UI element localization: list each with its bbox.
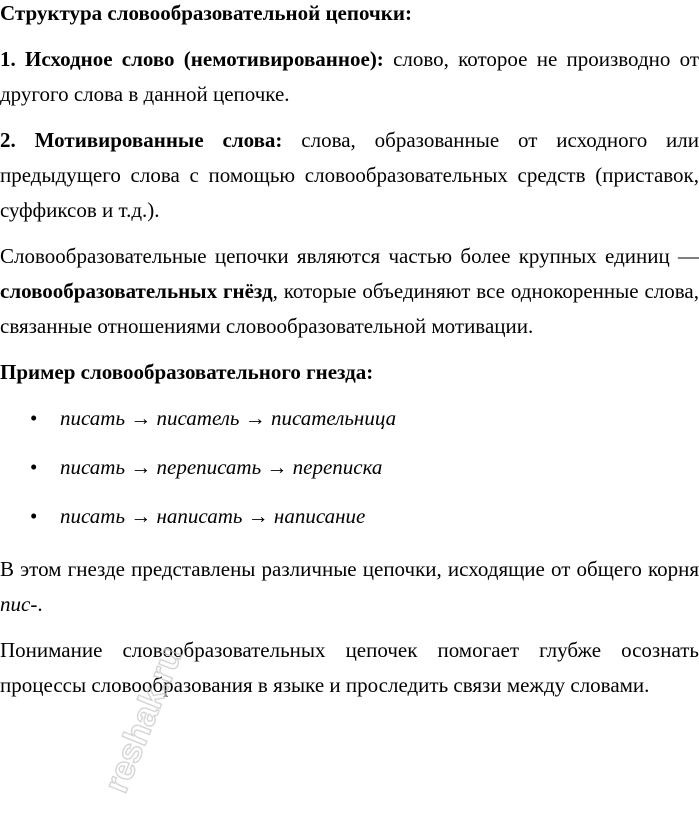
bullet-icon: •: [30, 455, 38, 479]
nest-paragraph: [0, 239, 699, 344]
item-2-number: 2.: [0, 128, 16, 152]
nest-term: словообразовательных гнёзд: [0, 279, 273, 303]
root-text-before: В этом гнезде представлены различные цепочки, исходящие от общего корня: [0, 557, 699, 581]
item-1-definition: слово, которое не производно от другого слова в данной цепочке.: [0, 47, 699, 106]
example-chain-2: писать → переписать → переписка: [60, 455, 383, 479]
structure-item-1: [0, 42, 699, 112]
watermark-text: reshak.ru: [97, 641, 190, 798]
list-item: [0, 499, 699, 548]
item-2-term: Мотивированные слова:: [34, 128, 283, 152]
root-text-after: .: [37, 592, 43, 616]
structure-heading: Структура словообразовательной цепочки:: [0, 1, 412, 25]
nest-text-after: , которые объединяют все однокоренные слова, связанные отношениями словообразовательной мотивации.: [0, 279, 699, 338]
bullet-icon: •: [30, 504, 38, 528]
structure-item-2: [0, 123, 699, 228]
item-1-term: Исходное слово (немотивированное):: [25, 47, 384, 71]
example-heading: Пример словообразовательного гнезда:: [0, 360, 374, 384]
item-1-number: 1.: [0, 47, 16, 71]
list-item: [0, 401, 699, 450]
conclusion-paragraph: Понимание словообразовательных цепочек помогает глубже осознать процессы словообразования в языке и проследить связи между словами.: [0, 638, 699, 697]
root-morpheme: пис-: [0, 592, 38, 616]
root-paragraph: [0, 552, 699, 622]
item-2-definition: слова, образованные от исходного или предыдущего слова с помощью словообразовательных средств (приставок, суффиксов и т.д.).: [0, 128, 699, 222]
list-item: [0, 450, 699, 499]
example-list: [0, 401, 699, 548]
nest-text-before: Словообразовательные цепочки являются частью более крупных единиц —: [0, 244, 699, 268]
example-chain-1: писать → писатель → писательница: [60, 406, 397, 430]
example-chain-3: писать → написать → написание: [60, 504, 366, 528]
bullet-icon: •: [30, 406, 38, 430]
